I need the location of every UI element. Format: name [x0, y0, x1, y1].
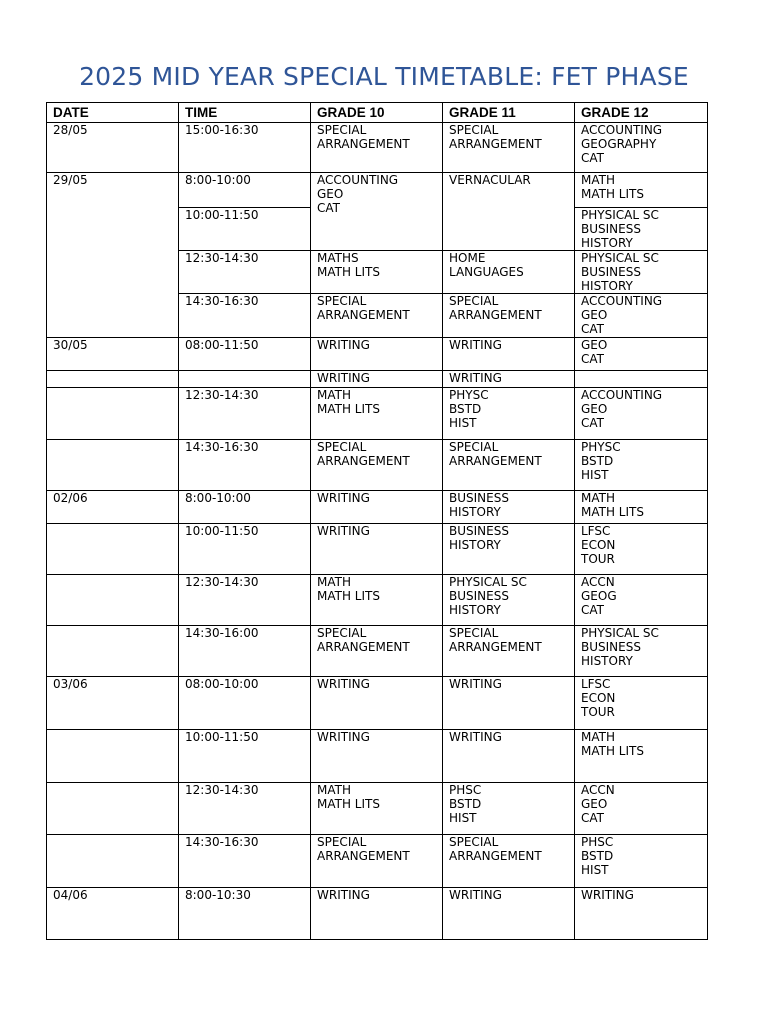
- date-cell: [47, 491, 179, 524]
- grade-10-cell: [311, 123, 443, 173]
- grade-10-cell: [311, 888, 443, 940]
- grade-11-cell: [443, 835, 575, 888]
- time-cell: [179, 388, 311, 440]
- table-row: [47, 677, 708, 730]
- grade-10-cell: [311, 338, 443, 371]
- grade-11-cell: [443, 251, 575, 294]
- grade-10-text: SPECIAL ARRANGEMENT: [317, 294, 410, 322]
- time-cell: [179, 208, 311, 251]
- grade-12-text: GEO CAT: [581, 338, 608, 366]
- grade-10-cell: [311, 626, 443, 677]
- grade-10-cell: [311, 491, 443, 524]
- grade-10-text: WRITING: [317, 371, 370, 385]
- time-cell: [179, 730, 311, 783]
- table-row: [47, 440, 708, 491]
- grade-10-text: WRITING: [317, 888, 370, 902]
- grade-11-text: BUSINESS HISTORY: [449, 491, 509, 519]
- time-text: 14:30-16:30: [185, 835, 259, 849]
- grade-10-text: WRITING: [317, 491, 370, 505]
- page-title: 2025 MID YEAR SPECIAL TIMETABLE: FET PHASE: [79, 62, 689, 91]
- grade-12-text: ACCN GEO CAT: [581, 783, 615, 825]
- time-text: 8:00-10:00: [185, 173, 251, 187]
- time-text: 08:00-11:50: [185, 338, 259, 352]
- grade-10-text: SPECIAL ARRANGEMENT: [317, 626, 410, 654]
- grade-11-cell: [443, 173, 575, 251]
- table-row: [47, 783, 708, 835]
- time-text: 14:30-16:30: [185, 294, 259, 308]
- grade-12-text: MATH MATH LITS: [581, 173, 644, 201]
- grade-11-text: BUSINESS HISTORY: [449, 524, 509, 552]
- header-grade-10: GRADE 10: [311, 103, 443, 123]
- grade-11-cell: [443, 491, 575, 524]
- grade-10-text: MATH MATH LITS: [317, 388, 380, 416]
- time-cell: [179, 575, 311, 626]
- grade-10-text: MATHS MATH LITS: [317, 251, 380, 279]
- grade-11-text: WRITING: [449, 888, 502, 902]
- table-row: [47, 575, 708, 626]
- header-grade-12: GRADE 12: [575, 103, 708, 123]
- grade-10-cell: [311, 371, 443, 388]
- time-text: 15:00-16:30: [185, 123, 259, 137]
- grade-10-cell: [311, 440, 443, 491]
- time-cell: [179, 677, 311, 730]
- grade-12-text: LFSC ECON TOUR: [581, 524, 616, 566]
- grade-10-text: SPECIAL ARRANGEMENT: [317, 835, 410, 863]
- grade-12-text: ACCOUNTING GEO CAT: [581, 388, 663, 430]
- date-text: 02/06: [53, 491, 88, 505]
- time-text: 12:30-14:30: [185, 575, 259, 589]
- time-text: 14:30-16:00: [185, 626, 259, 640]
- grade-11-text: VERNACULAR: [449, 173, 531, 187]
- grade-11-cell: [443, 730, 575, 783]
- grade-11-text: SPECIAL ARRANGEMENT: [449, 440, 542, 468]
- grade-12-cell: [575, 371, 708, 388]
- grade-12-cell: [575, 677, 708, 730]
- table-row: [47, 371, 708, 388]
- grade-11-text: SPECIAL ARRANGEMENT: [449, 626, 542, 654]
- grade-12-cell: [575, 294, 708, 338]
- grade-12-text: LFSC ECON TOUR: [581, 677, 616, 719]
- grade-11-cell: [443, 388, 575, 440]
- grade-11-text: SPECIAL ARRANGEMENT: [449, 294, 542, 322]
- grade-10-cell: [311, 173, 443, 251]
- grade-10-cell: [311, 524, 443, 575]
- date-cell: [47, 123, 179, 173]
- grade-12-text: PHYSICAL SC BUSINESS HISTORY: [581, 251, 659, 293]
- date-cell: [47, 338, 179, 371]
- grade-12-cell: [575, 888, 708, 940]
- date-cell: [47, 371, 179, 388]
- date-cell: [47, 173, 179, 338]
- time-cell: [179, 783, 311, 835]
- date-cell: [47, 888, 179, 940]
- grade-11-cell: [443, 338, 575, 371]
- grade-10-text: ACCOUNTING GEO CAT: [317, 173, 399, 215]
- header-row: [47, 103, 708, 123]
- grade-11-cell: [443, 123, 575, 173]
- time-cell: [179, 371, 311, 388]
- grade-10-cell: [311, 251, 443, 294]
- table-row: [47, 730, 708, 783]
- header-date: DATE: [47, 103, 179, 123]
- grade-12-text: PHYSICAL SC BUSINESS HISTORY: [581, 626, 659, 668]
- time-cell: [179, 888, 311, 940]
- grade-12-cell: [575, 208, 708, 251]
- time-cell: [179, 251, 311, 294]
- table-row: [47, 835, 708, 888]
- grade-12-cell: [575, 524, 708, 575]
- grade-10-cell: [311, 575, 443, 626]
- grade-10-text: WRITING: [317, 338, 370, 352]
- grade-10-cell: [311, 730, 443, 783]
- grade-12-cell: [575, 783, 708, 835]
- grade-12-cell: [575, 491, 708, 524]
- grade-11-text: WRITING: [449, 371, 502, 385]
- grade-12-text: MATH MATH LITS: [581, 491, 644, 519]
- date-cell: [47, 835, 179, 888]
- grade-11-cell: [443, 783, 575, 835]
- grade-10-text: MATH MATH LITS: [317, 783, 380, 811]
- grade-11-cell: [443, 294, 575, 338]
- table-row: [47, 626, 708, 677]
- time-text: 12:30-14:30: [185, 251, 259, 265]
- grade-11-text: WRITING: [449, 677, 502, 691]
- table-row: [47, 888, 708, 940]
- time-cell: [179, 491, 311, 524]
- date-cell: [47, 388, 179, 440]
- time-cell: [179, 294, 311, 338]
- grade-12-text: PHYSC BSTD HIST: [581, 440, 621, 482]
- table-row: [47, 123, 708, 173]
- time-text: 8:00-10:30: [185, 888, 251, 902]
- grade-11-text: WRITING: [449, 730, 502, 744]
- grade-12-cell: [575, 123, 708, 173]
- grade-10-cell: [311, 294, 443, 338]
- date-cell: [47, 677, 179, 730]
- grade-12-cell: [575, 173, 708, 208]
- time-cell: [179, 626, 311, 677]
- grade-11-cell: [443, 371, 575, 388]
- grade-10-text: WRITING: [317, 730, 370, 744]
- grade-11-text: PHSC BSTD HIST: [449, 783, 482, 825]
- time-text: 10:00-11:50: [185, 524, 259, 538]
- time-cell: [179, 338, 311, 371]
- date-text: 28/05: [53, 123, 88, 137]
- grade-11-cell: [443, 440, 575, 491]
- timetable: [46, 102, 708, 940]
- grade-12-cell: [575, 835, 708, 888]
- grade-11-text: HOME LANGUAGES: [449, 251, 524, 279]
- header-grade-11: GRADE 11: [443, 103, 575, 123]
- grade-11-cell: [443, 888, 575, 940]
- grade-10-text: WRITING: [317, 524, 370, 538]
- grade-11-cell: [443, 677, 575, 730]
- date-text: 04/06: [53, 888, 88, 902]
- date-cell: [47, 783, 179, 835]
- grade-12-text: ACCOUNTING GEOGRAPHY CAT: [581, 123, 663, 165]
- grade-10-cell: [311, 835, 443, 888]
- grade-11-cell: [443, 626, 575, 677]
- date-cell: [47, 575, 179, 626]
- grade-10-cell: [311, 783, 443, 835]
- grade-12-cell: [575, 440, 708, 491]
- table-row: [47, 388, 708, 440]
- table-row: [47, 491, 708, 524]
- grade-12-text: ACCOUNTING GEO CAT: [581, 294, 663, 336]
- date-cell: [47, 626, 179, 677]
- grade-10-text: WRITING: [317, 677, 370, 691]
- grade-10-cell: [311, 677, 443, 730]
- grade-12-cell: [575, 730, 708, 783]
- grade-12-cell: [575, 338, 708, 371]
- grade-12-text: PHYSICAL SC BUSINESS HISTORY: [581, 208, 659, 250]
- grade-11-text: PHYSICAL SC BUSINESS HISTORY: [449, 575, 527, 617]
- time-cell: [179, 173, 311, 208]
- header-time: TIME: [179, 103, 311, 123]
- time-text: 8:00-10:00: [185, 491, 251, 505]
- date-text: 03/06: [53, 677, 88, 691]
- time-cell: [179, 123, 311, 173]
- grade-10-text: MATH MATH LITS: [317, 575, 380, 603]
- date-cell: [47, 440, 179, 491]
- time-text: 08:00-10:00: [185, 677, 259, 691]
- grade-11-text: SPECIAL ARRANGEMENT: [449, 835, 542, 863]
- grade-11-text: WRITING: [449, 338, 502, 352]
- grade-12-text: ACCN GEOG CAT: [581, 575, 617, 617]
- table-row: [47, 173, 708, 208]
- time-text: 10:00-11:50: [185, 730, 259, 744]
- grade-11-cell: [443, 575, 575, 626]
- grade-12-cell: [575, 626, 708, 677]
- grade-10-text: SPECIAL ARRANGEMENT: [317, 123, 410, 151]
- date-cell: [47, 524, 179, 575]
- grade-11-text: SPECIAL ARRANGEMENT: [449, 123, 542, 151]
- time-text: 10:00-11:50: [185, 208, 259, 222]
- grade-12-text: WRITING: [581, 888, 634, 902]
- grade-10-cell: [311, 388, 443, 440]
- grade-11-text: PHYSC BSTD HIST: [449, 388, 489, 430]
- date-text: 29/05: [53, 173, 88, 187]
- time-text: 12:30-14:30: [185, 388, 259, 402]
- time-text: 12:30-14:30: [185, 783, 259, 797]
- grade-10-text: SPECIAL ARRANGEMENT: [317, 440, 410, 468]
- table-row: [47, 524, 708, 575]
- grade-12-text: MATH MATH LITS: [581, 730, 644, 758]
- date-cell: [47, 730, 179, 783]
- time-text: 14:30-16:30: [185, 440, 259, 454]
- grade-12-text: PHSC BSTD HIST: [581, 835, 614, 877]
- date-text: 30/05: [53, 338, 88, 352]
- table-row: [47, 338, 708, 371]
- grade-12-cell: [575, 251, 708, 294]
- time-cell: [179, 524, 311, 575]
- time-cell: [179, 440, 311, 491]
- grade-12-cell: [575, 575, 708, 626]
- grade-11-cell: [443, 524, 575, 575]
- time-cell: [179, 835, 311, 888]
- grade-12-cell: [575, 388, 708, 440]
